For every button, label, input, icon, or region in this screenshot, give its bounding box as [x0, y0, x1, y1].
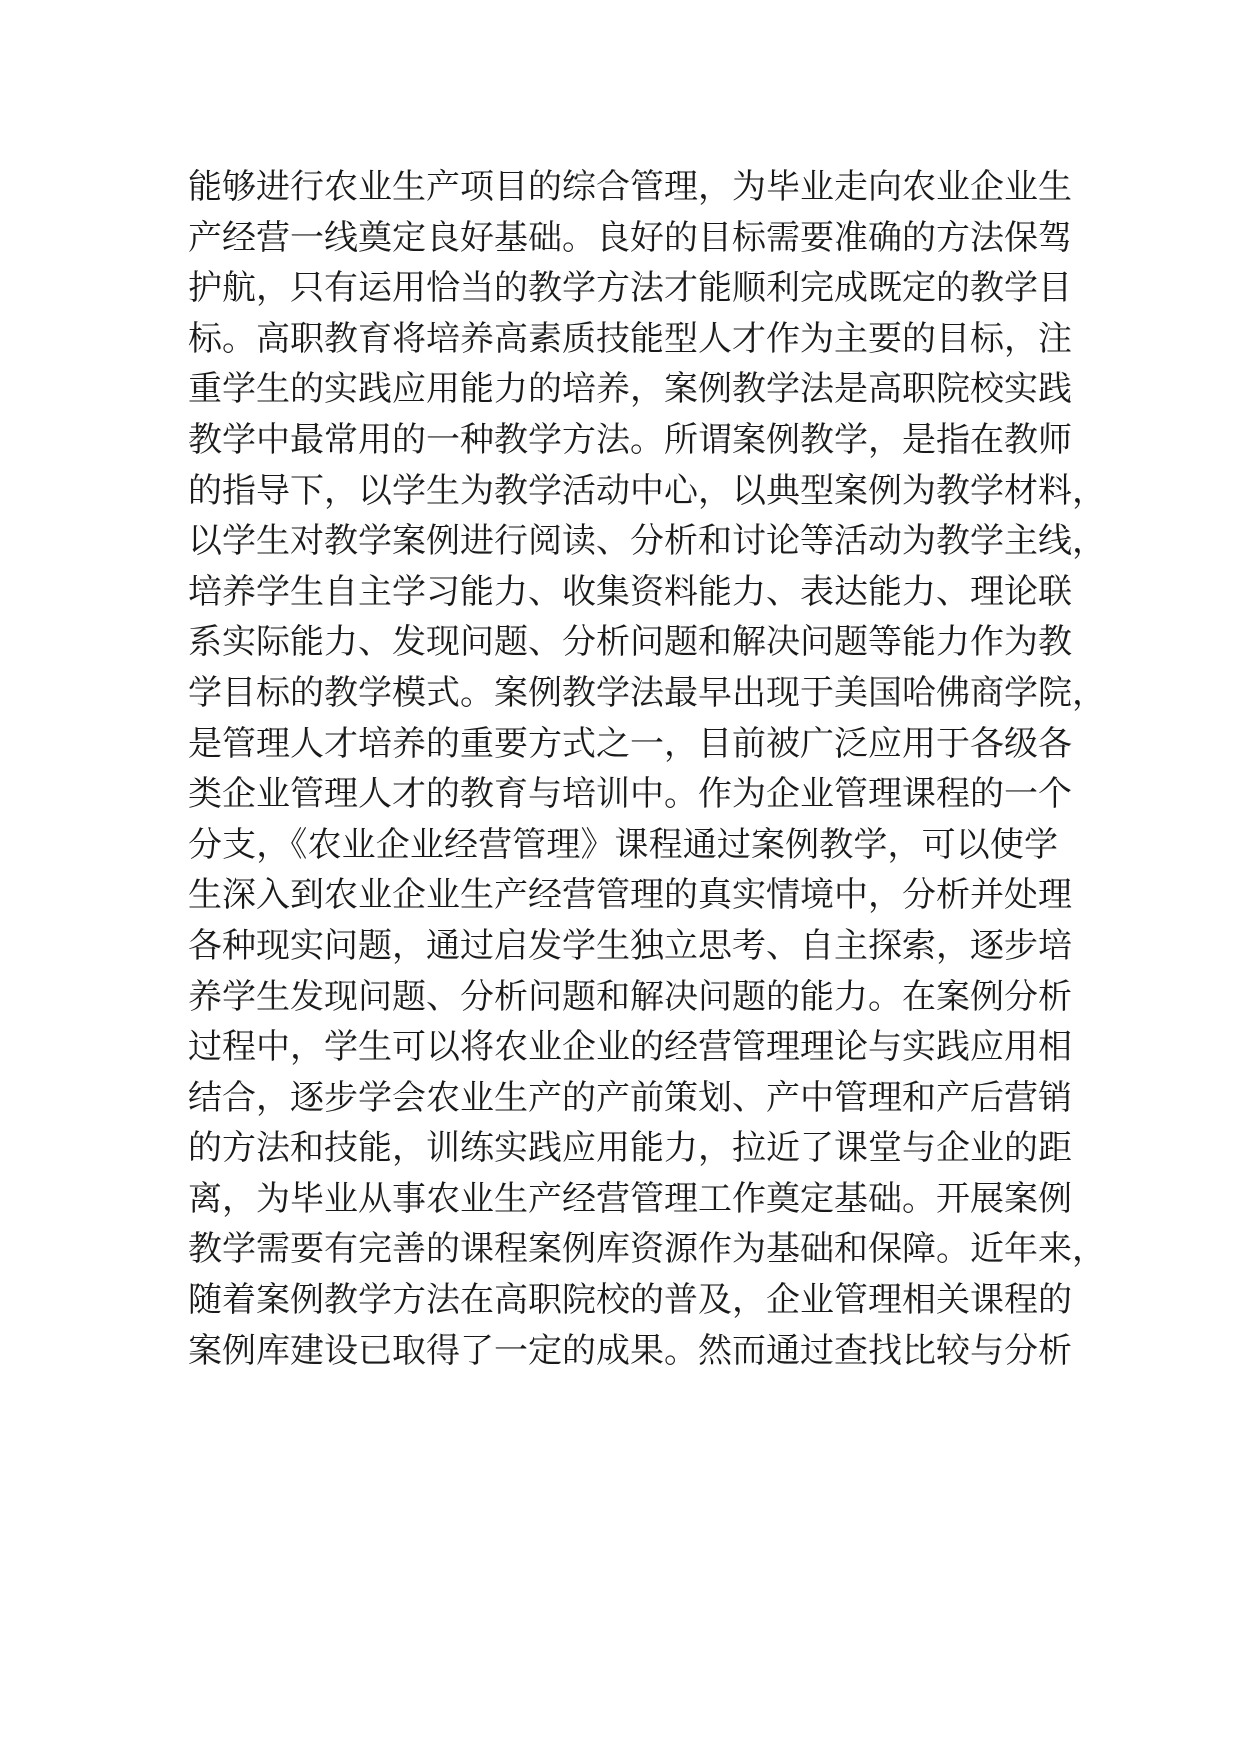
text-line: 护航，只有运用恰当的教学方法才能顺利完成既定的教学目 — [188, 268, 1072, 309]
text-line: 教学中最常用的一种教学方法。所谓案例教学，是指在教师 — [188, 419, 1072, 460]
text-line: 能够进行农业生产项目的综合管理，为毕业走向农业企业生 — [188, 167, 1072, 207]
text-line: 过程中，学生可以将农业企业的经营管理理论与实践应用相 — [188, 1027, 1072, 1068]
text-line: 培养学生自主学习能力、收集资料能力、表达能力、理论联 — [188, 571, 1072, 612]
text-line: 类企业管理人才的教育与培训中。作为企业管理课程的一个 — [188, 774, 1072, 815]
text-line: 的方法和技能，训练实践应用能力，拉近了课堂与企业的距 — [188, 1128, 1072, 1169]
body-paragraph — [188, 162, 1106, 1376]
text-line: 结合，逐步学会农业生产的产前策划、产中管理和产后营销 — [188, 1077, 1072, 1118]
text-line: 教学需要有完善的课程案例库资源作为基础和保障。近年来， — [188, 1229, 1106, 1270]
text-line: 生深入到农业企业生产经营管理的真实情境中，分析并处理 — [188, 875, 1072, 916]
text-line: 产经营一线奠定良好基础。良好的目标需要准确的方法保驾 — [188, 217, 1072, 258]
text-line: 是管理人才培养的重要方式之一，目前被广泛应用于各级各 — [188, 723, 1072, 764]
text-line: 分支，《农业企业经营管理》课程通过案例教学，可以使学 — [188, 824, 1058, 865]
text-line: 的指导下，以学生为教学活动中心，以典型案例为教学材料， — [188, 470, 1106, 511]
text-line: 养学生发现问题、分析问题和解决问题的能力。在案例分析 — [188, 976, 1072, 1017]
text-line: 学目标的教学模式。案例教学法最早出现于美国哈佛商学院， — [188, 672, 1106, 713]
text-line: 系实际能力、发现问题、分析问题和解决问题等能力作为教 — [188, 622, 1072, 663]
text-line: 重学生的实践应用能力的培养，案例教学法是高职院校实践 — [188, 369, 1072, 410]
text-line: 以学生对教学案例进行阅读、分析和讨论等活动为教学主线， — [188, 521, 1106, 562]
text-line: 随着案例教学方法在高职院校的普及，企业管理相关课程的 — [188, 1280, 1072, 1321]
text-line: 各种现实问题，通过启发学生独立思考、自主探索，逐步培 — [188, 925, 1072, 966]
text-line: 标。高职教育将培养高素质技能型人才作为主要的目标，注 — [188, 318, 1072, 359]
text-line: 案例库建设已取得了一定的成果。然而通过查找比较与分析 — [188, 1330, 1072, 1371]
text-line: 离，为毕业从事农业生产经营管理工作奠定基础。开展案例 — [188, 1178, 1072, 1219]
